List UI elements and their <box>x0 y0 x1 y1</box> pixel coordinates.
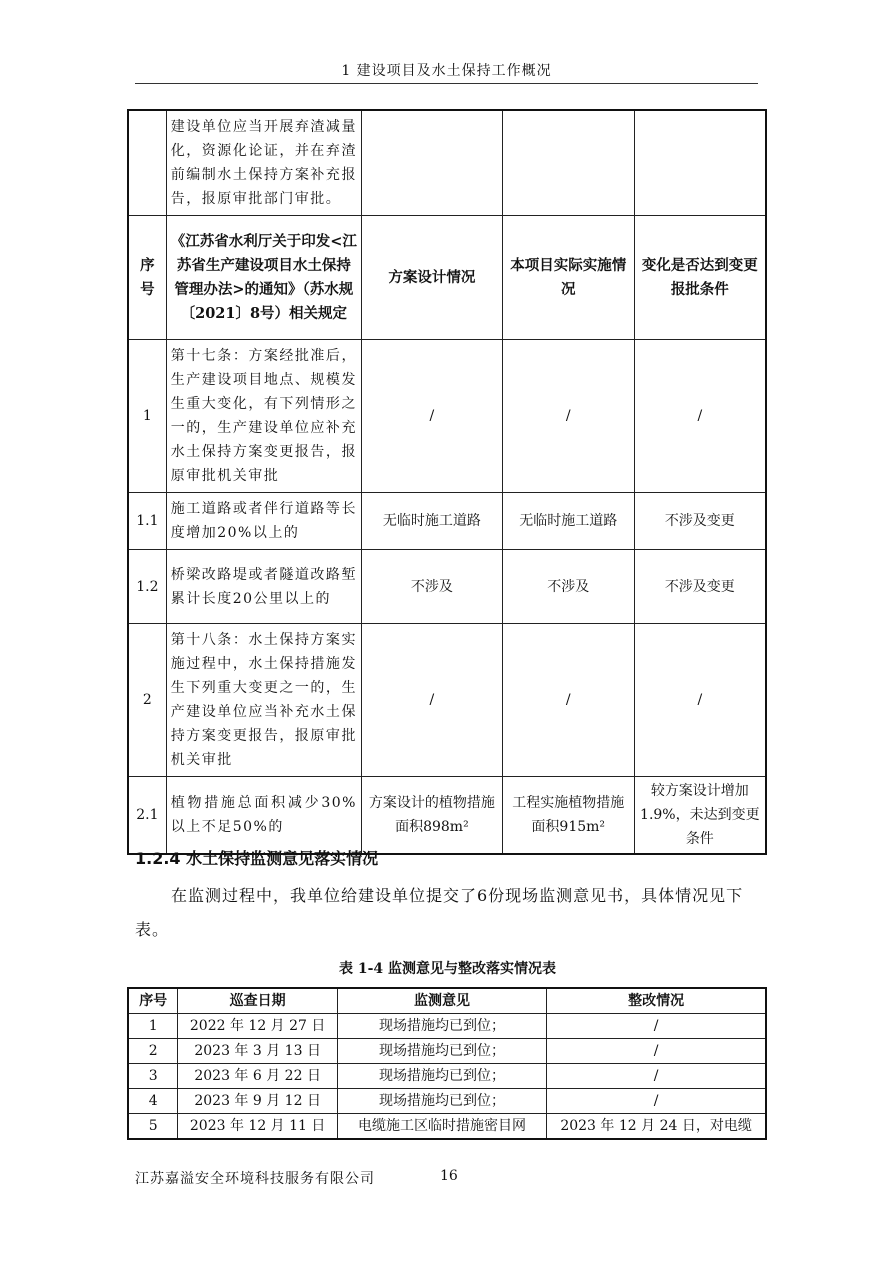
table-caption: 表 1-4 监测意见与整改落实情况表 <box>338 961 557 977</box>
table-cell: 2.1 <box>128 777 166 855</box>
table-cell: / <box>547 1039 766 1064</box>
table-cell: 1 <box>128 1014 178 1039</box>
table-cell: 不涉及变更 <box>634 550 766 624</box>
table-cell: / <box>634 624 766 777</box>
table-cell: / <box>634 340 766 493</box>
table-cell: 方案设计的植物措施面积898m² <box>361 777 502 855</box>
table-row <box>128 550 766 624</box>
table-row <box>128 1014 766 1039</box>
column-header: 本项目实际实施情况 <box>502 216 634 340</box>
table-cell: / <box>361 340 502 493</box>
table-cell: 植物措施总面积减少30%以上不足50%的 <box>166 777 361 855</box>
table-row <box>128 340 766 493</box>
table-cell: 2023 年 3 月 13 日 <box>178 1039 338 1064</box>
table-cell: 2023 年 9 月 12 日 <box>178 1089 338 1114</box>
table-cell: 4 <box>128 1089 178 1114</box>
footer-company: 江苏嘉溢安全环境科技服务有限公司 <box>135 1171 375 1187</box>
table-row <box>128 624 766 777</box>
table-row <box>128 1039 766 1064</box>
column-header: 整改情况 <box>547 988 766 1014</box>
column-header: 序号 <box>128 216 166 340</box>
table-cell: 2 <box>128 1039 178 1064</box>
table-cell: 3 <box>128 1064 178 1089</box>
table-cell: 第十八条：水土保持方案实施过程中，水土保持措施发生下列重大变更之一的，生产建设单位应当补充水土保持方案变更报告，报原审批机关审批 <box>166 624 361 777</box>
table-cell: 不涉及 <box>361 550 502 624</box>
table-cell: 无临时施工道路 <box>502 493 634 550</box>
table-row <box>128 1114 766 1140</box>
table-cell: 1.2 <box>128 550 166 624</box>
table-cell: 第十七条：方案经批准后，生产建设项目地点、规模发生重大变化，有下列情形之一的，生产建设单位应补充水土保持方案变更报告，报原审批机关审批 <box>166 340 361 493</box>
table-cell: / <box>361 624 502 777</box>
column-header: 巡查日期 <box>178 988 338 1014</box>
table-cell: 2023 年 12 月 11 日 <box>178 1114 338 1140</box>
table-cell: / <box>547 1014 766 1039</box>
table-row <box>128 777 766 855</box>
table-cell: 1 <box>128 340 166 493</box>
table-cell: 较方案设计增加1.9%，未达到变更条件 <box>634 777 766 855</box>
table-header-row <box>128 988 766 1014</box>
table-cell: 2023 年 6 月 22 日 <box>178 1064 338 1089</box>
column-header: 序号 <box>128 988 178 1014</box>
column-header: 方案设计情况 <box>361 216 502 340</box>
table-cell: 无临时施工道路 <box>361 493 502 550</box>
table-cell: / <box>547 1089 766 1114</box>
column-header: 变化是否达到变更报批条件 <box>634 216 766 340</box>
table-cell: 现场措施均已到位； <box>337 1064 546 1089</box>
page-header: 1 建设项目及水土保持工作概况 <box>341 63 552 79</box>
table-cell: 工程实施植物措施面积915m² <box>502 777 634 855</box>
table-row <box>128 493 766 550</box>
monitoring-opinion-table <box>127 987 767 1140</box>
column-header: 监测意见 <box>337 988 546 1014</box>
table-cell: 2023 年 12 月 24 日，对电缆 <box>547 1114 766 1140</box>
table-cell: 现场措施均已到位； <box>337 1089 546 1114</box>
table-cell: 现场措施均已到位； <box>337 1014 546 1039</box>
table-cell: 2 <box>128 624 166 777</box>
column-header: 《江苏省水利厅关于印发<江苏省生产建设项目水土保持管理办法>的通知》（苏水规〔2021〕8号）相关规定 <box>166 216 361 340</box>
table-cell: / <box>502 340 634 493</box>
table-cell: 桥梁改路堤或者隧道改路堑累计长度20公里以上的 <box>166 550 361 624</box>
table-cell: 施工道路或者伴行道路等长度增加20%以上的 <box>166 493 361 550</box>
table-cell: 建设单位应当开展弃渣减量化，资源化论证，并在弃渣前编制水土保持方案补充报告，报原审批部门审批。 <box>166 110 361 216</box>
table-cell: 不涉及 <box>502 550 634 624</box>
table-cell: 1.1 <box>128 493 166 550</box>
table-cell: / <box>547 1064 766 1089</box>
table-row <box>128 1089 766 1114</box>
table-cell: 不涉及变更 <box>634 493 766 550</box>
table-cell: 2022 年 12 月 27 日 <box>178 1014 338 1039</box>
table-header-row <box>128 216 766 340</box>
table-cell: / <box>502 624 634 777</box>
body-paragraph: 在监测过程中，我单位给建设单位提交了6份现场监测意见书，具体情况见下表。 <box>135 886 744 939</box>
table-cell: 5 <box>128 1114 178 1140</box>
header-rule <box>135 83 758 84</box>
table-row <box>128 110 766 216</box>
table-row <box>128 1064 766 1089</box>
table-cell: 现场措施均已到位； <box>337 1039 546 1064</box>
regulation-comparison-table <box>127 109 767 855</box>
page-number: 16 <box>440 1168 458 1184</box>
table-cell: 电缆施工区临时措施密目网 <box>337 1114 546 1140</box>
section-heading: 1.2.4 水土保持监测意见落实情况 <box>135 849 379 868</box>
